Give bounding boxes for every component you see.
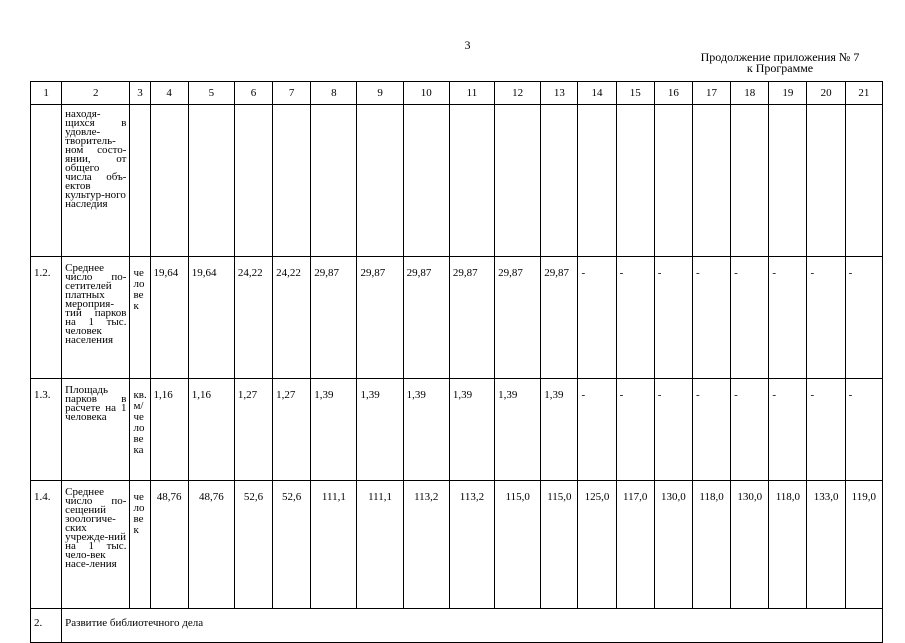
value-cell: [188, 105, 234, 257]
indicator-name: Среднее число по-сещений зоологиче-ских учрежде-ний на 1 тыс. чело-век насе-ления: [65, 486, 127, 570]
column-number-header: 13: [541, 82, 578, 105]
value-cell: -: [692, 257, 730, 379]
value-cell: 1,39: [403, 379, 449, 481]
table-row: [31, 257, 883, 379]
indicator-name: Среднее число по-сетителей платных мероприя-тий парков на 1 тыс. человек населения: [65, 262, 127, 346]
value-cell: 115,0: [541, 481, 578, 609]
value-cell: 19,64: [150, 257, 188, 379]
indicator-name-cell: [62, 105, 130, 257]
page-number: 3: [464, 38, 471, 52]
column-number-header: 16: [654, 82, 692, 105]
table-row: [31, 379, 883, 481]
value-cell: -: [692, 379, 730, 481]
value-cell: -: [731, 257, 769, 379]
value-cell: 29,87: [311, 257, 357, 379]
indicator-name-cell: [62, 481, 130, 609]
section-title: Развитие библиотечного дела: [62, 609, 883, 643]
appendix-continuation-note: [680, 52, 880, 74]
unit-of-measure: кв. м/ человека: [130, 379, 150, 481]
value-cell: [692, 105, 730, 257]
column-number-header: 10: [403, 82, 449, 105]
value-cell: [403, 105, 449, 257]
value-cell: 130,0: [654, 481, 692, 609]
value-cell: -: [845, 379, 882, 481]
unit-of-measure: [130, 105, 150, 257]
value-cell: 117,0: [616, 481, 654, 609]
row-index: 1.2.: [31, 257, 62, 379]
value-cell: 1,16: [188, 379, 234, 481]
value-cell: [495, 105, 541, 257]
value-cell: 29,87: [449, 257, 494, 379]
value-cell: 115,0: [495, 481, 541, 609]
indicator-name-cell: [62, 379, 130, 481]
column-number-header: 15: [616, 82, 654, 105]
column-number-header: 18: [731, 82, 769, 105]
value-cell: 29,87: [357, 257, 403, 379]
column-number-header: 19: [769, 82, 807, 105]
column-number-header: 3: [130, 82, 150, 105]
indicators-table: [30, 81, 883, 643]
column-number-header: 1: [31, 82, 62, 105]
value-cell: -: [578, 379, 616, 481]
value-cell: 29,87: [541, 257, 578, 379]
section-index: 2.: [31, 609, 62, 643]
column-number-header: 9: [357, 82, 403, 105]
column-number-header: 20: [807, 82, 845, 105]
value-cell: 19,64: [188, 257, 234, 379]
column-number-header: 7: [273, 82, 311, 105]
value-cell: [807, 105, 845, 257]
value-cell: 125,0: [578, 481, 616, 609]
unit-of-measure: человек: [130, 257, 150, 379]
value-cell: [769, 105, 807, 257]
value-cell: 119,0: [845, 481, 882, 609]
column-number-header: 8: [311, 82, 357, 105]
value-cell: 1,39: [449, 379, 494, 481]
value-cell: 52,6: [234, 481, 272, 609]
value-cell: 1,27: [234, 379, 272, 481]
value-cell: -: [769, 379, 807, 481]
row-index: [31, 105, 62, 257]
value-cell: 133,0: [807, 481, 845, 609]
value-cell: [578, 105, 616, 257]
value-cell: 24,22: [273, 257, 311, 379]
column-number-header: 17: [692, 82, 730, 105]
indicator-name: находя-щихся в удовле-творитель-ном состо-янии, от общего числа объ-ектов культур-ного наследия: [65, 108, 127, 210]
value-cell: 1,16: [150, 379, 188, 481]
column-number-header: 4: [150, 82, 188, 105]
value-cell: 29,87: [403, 257, 449, 379]
unit-of-measure: человек: [130, 481, 150, 609]
value-cell: 130,0: [731, 481, 769, 609]
value-cell: [273, 105, 311, 257]
value-cell: 1,39: [357, 379, 403, 481]
value-cell: -: [845, 257, 882, 379]
indicator-name: Площадь парков в расчете на 1 человека: [65, 384, 127, 423]
value-cell: -: [654, 379, 692, 481]
value-cell: [234, 105, 272, 257]
column-number-header: 2: [62, 82, 130, 105]
row-index: 1.3.: [31, 379, 62, 481]
value-cell: [731, 105, 769, 257]
indicator-name-cell: [62, 257, 130, 379]
value-cell: [449, 105, 494, 257]
column-number-header: 21: [845, 82, 882, 105]
value-cell: 1,39: [495, 379, 541, 481]
value-cell: 24,22: [234, 257, 272, 379]
continuation-line-2: к Программе: [746, 61, 814, 75]
value-cell: 1,39: [311, 379, 357, 481]
value-cell: -: [616, 379, 654, 481]
value-cell: -: [769, 257, 807, 379]
row-index: 1.4.: [31, 481, 62, 609]
value-cell: 1,39: [541, 379, 578, 481]
value-cell: 113,2: [449, 481, 494, 609]
value-cell: -: [654, 257, 692, 379]
value-cell: 52,6: [273, 481, 311, 609]
column-number-header: 5: [188, 82, 234, 105]
column-number-header: 11: [449, 82, 494, 105]
value-cell: -: [578, 257, 616, 379]
value-cell: 111,1: [357, 481, 403, 609]
value-cell: -: [616, 257, 654, 379]
value-cell: 111,1: [311, 481, 357, 609]
continuation-line-1: Продолжение приложения № 7: [700, 50, 860, 64]
value-cell: [541, 105, 578, 257]
column-number-header: 12: [495, 82, 541, 105]
column-number-header-row: [31, 82, 883, 105]
value-cell: 113,2: [403, 481, 449, 609]
column-number-header: 6: [234, 82, 272, 105]
value-cell: [845, 105, 882, 257]
value-cell: 48,76: [188, 481, 234, 609]
value-cell: 29,87: [495, 257, 541, 379]
value-cell: 118,0: [769, 481, 807, 609]
value-cell: [654, 105, 692, 257]
value-cell: 118,0: [692, 481, 730, 609]
value-cell: [357, 105, 403, 257]
table-row: [31, 481, 883, 609]
value-cell: 1,27: [273, 379, 311, 481]
value-cell: [150, 105, 188, 257]
value-cell: -: [807, 257, 845, 379]
table-row: [31, 105, 883, 257]
value-cell: -: [731, 379, 769, 481]
value-cell: [311, 105, 357, 257]
value-cell: -: [807, 379, 845, 481]
value-cell: 48,76: [150, 481, 188, 609]
value-cell: [616, 105, 654, 257]
section-row: [31, 609, 883, 643]
column-number-header: 14: [578, 82, 616, 105]
